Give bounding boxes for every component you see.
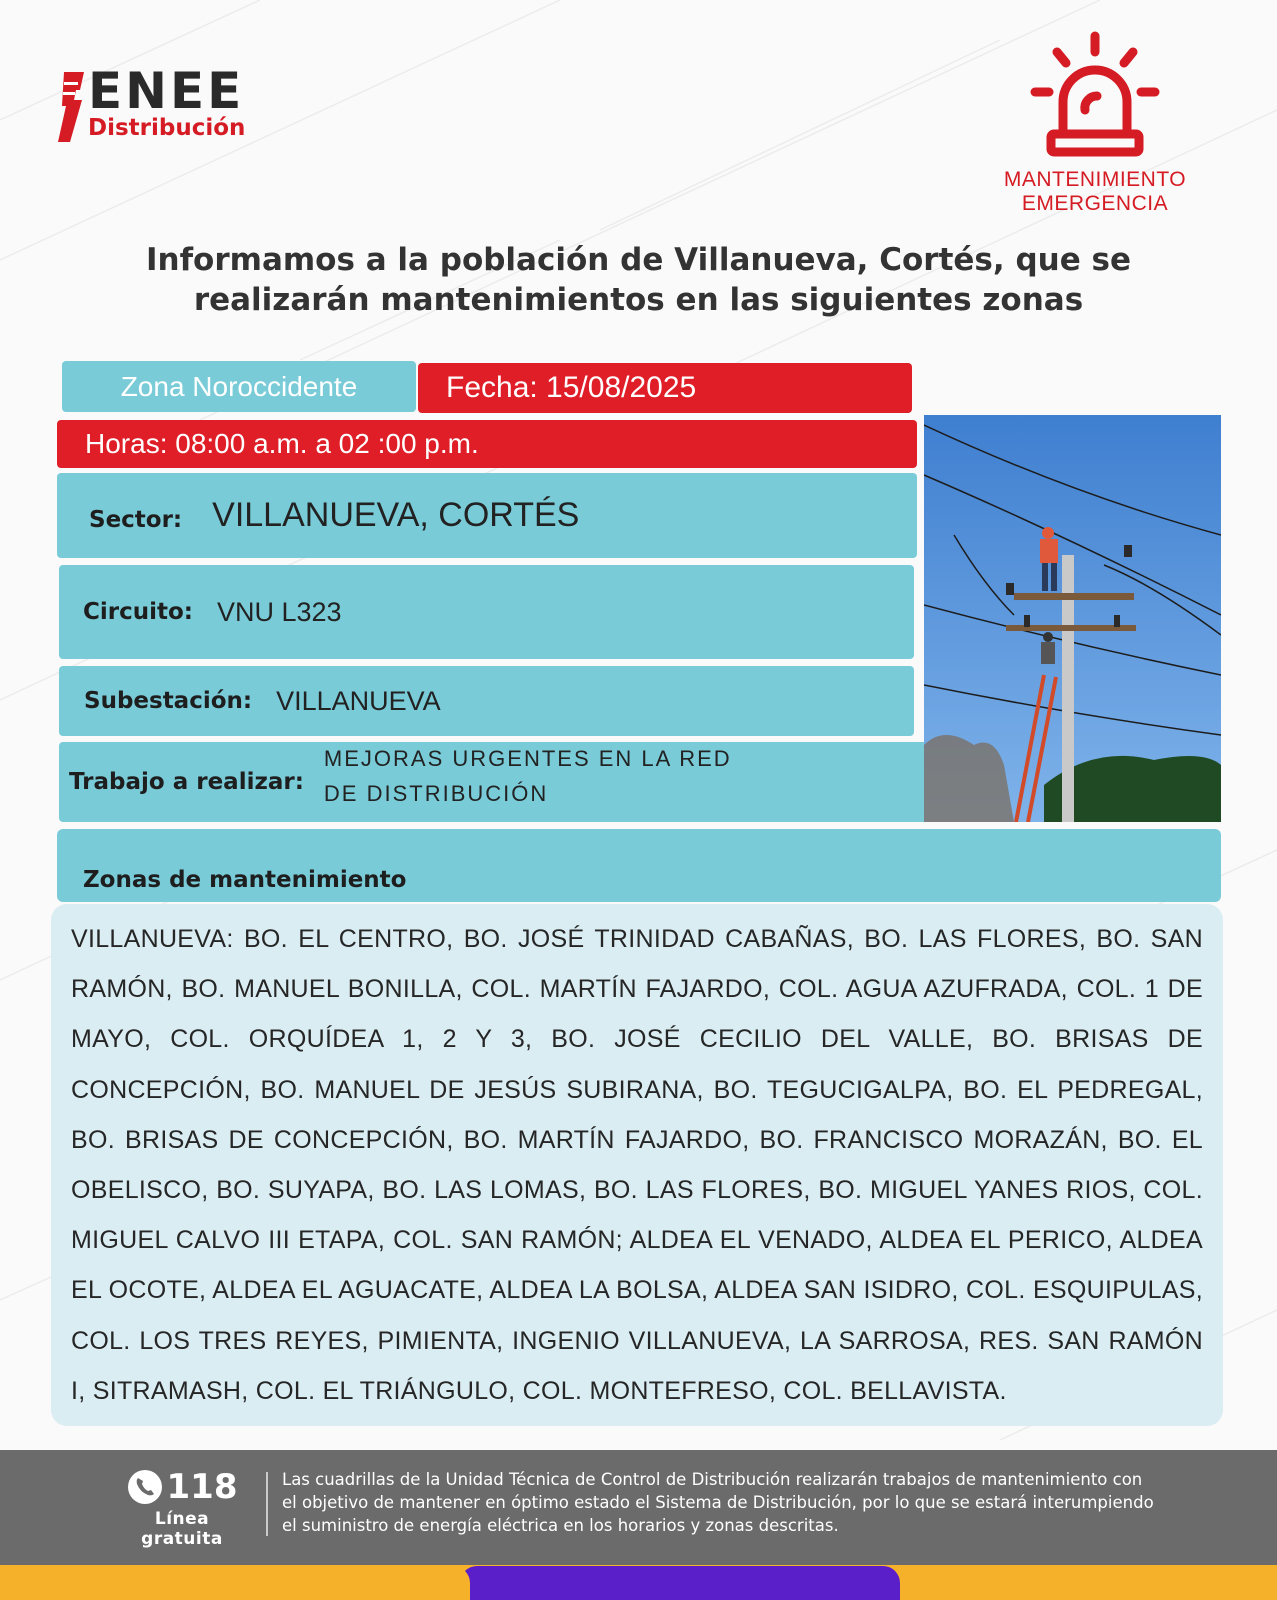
bottom-stripe-orange-left [0, 1566, 470, 1600]
lineworkers-photo [924, 415, 1221, 822]
enee-logo [58, 62, 298, 150]
footer-note [282, 1468, 1222, 1537]
work-label: Trabajo a realizar: [69, 769, 304, 795]
logo-wordmark: ENEE [88, 62, 245, 120]
headline-line-1: Informamos a la población de Villanueva, Cortés, que se [145, 242, 1132, 278]
phone-icon [127, 1469, 163, 1505]
hotline [112, 1467, 252, 1547]
zones-header [57, 829, 1221, 902]
logo-subtitle: Distribución [88, 115, 246, 141]
alert-line-1: MANTENIMIENTO [1003, 168, 1187, 191]
sector-label: Sector: [89, 506, 183, 533]
zones-list-text: VILLANUEVA: BO. EL CENTRO, BO. JOSÉ TRINIDAD CABAÑAS, BO. LAS FLORES, BO. SAN RAMÓN, BO. MANUEL BONILLA, COL. MARTÍN FAJARDO, COL. AGUA AZUFRADA, COL. 1 DE MAYO, COL. ORQUÍDEA 1, 2 Y 3, BO. JOSÉ CECILIO DEL VALLE, BO. BRISAS DE CONCEPCIÓN, BO. MANUEL DE JESÚS SUBIRANA, BO. TEGUCIGALPA, BO. EL PEDREGAL, BO. BRISAS DE CONCEPCIÓN, BO. MARTÍN FAJARDO, BO. FRANCISCO MORAZÁN, BO. EL OBELISCO, BO. SUYAPA, BO. LAS LOMAS, BO. LAS FLORES, BO. MIGUEL YANES RIOS, COL. MIGUEL CALVO III ETAPA, COL. SAN RAMÓN; ALDEA EL VENADO, ALDEA EL PERICO, ALDEA EL OCOTE, ALDEA EL AGUACATE, ALDEA LA BOLSA, ALDEA SAN ISIDRO, COL. ESQUIPULAS, COL. LOS TRES REYES, PIMIENTA, INGENIO VILLANUEVA, LA SARROSA, RES. SAN RAMÓN I, SITRAMASH, COL. EL TRIÁNGULO, COL. MONTEFRESO, COL. BELLAVISTA. [71, 925, 1203, 1405]
work-row [59, 742, 929, 822]
zones-list-box [51, 904, 1223, 1426]
substation-label: Subestación: [84, 688, 253, 714]
work-value-line-2: DE DISTRIBUCIÓN [323, 781, 549, 806]
footer-note-line-2: el objetivo de mantener en óptimo estado el Sistema de Distribución, por lo que se estará interumpiendo [282, 1493, 1154, 1512]
siren-icon [1025, 30, 1165, 160]
hours-label: Horas: 08:00 a.m. a 02 :00 p.m. [57, 420, 917, 468]
sector-row [57, 473, 917, 558]
headline-line-2: realizarán mantenimientos en las siguientes zonas [193, 282, 1084, 318]
footer-note-line-3: el suministro de energía eléctrica en los horarios y zonas descritas. [282, 1516, 839, 1535]
work-value-line-1: MEJORAS URGENTES EN LA RED [323, 746, 732, 771]
work-value [324, 741, 732, 811]
bottom-stripe-purple [460, 1566, 900, 1600]
hotline-label: Línea gratuita [141, 1509, 223, 1549]
sector-value: VILLANUEVA, CORTÉS [212, 496, 580, 534]
footer-note-line-1: Las cuadrillas de la Unidad Técnica de Control de Distribución realizarán trabajos de mantenimiento con [282, 1470, 1143, 1489]
emergency-badge [985, 30, 1205, 220]
footer-divider [266, 1472, 268, 1536]
circuit-row [59, 565, 914, 659]
hotline-number: 118 [166, 1467, 238, 1507]
headline [60, 240, 1217, 320]
zone-label: Zona Noroccidente [62, 361, 416, 412]
circuit-value: VNU L323 [217, 596, 342, 627]
date-label: Fecha: 15/08/2025 [418, 363, 912, 413]
alert-line-2: EMERGENCIA [1021, 192, 1169, 215]
substation-row [59, 666, 914, 736]
substation-value: VILLANUEVA [276, 685, 441, 716]
circuit-label: Circuito: [83, 599, 193, 625]
logo-bolt-icon [58, 72, 84, 142]
zones-label: Zonas de mantenimiento [83, 866, 407, 893]
